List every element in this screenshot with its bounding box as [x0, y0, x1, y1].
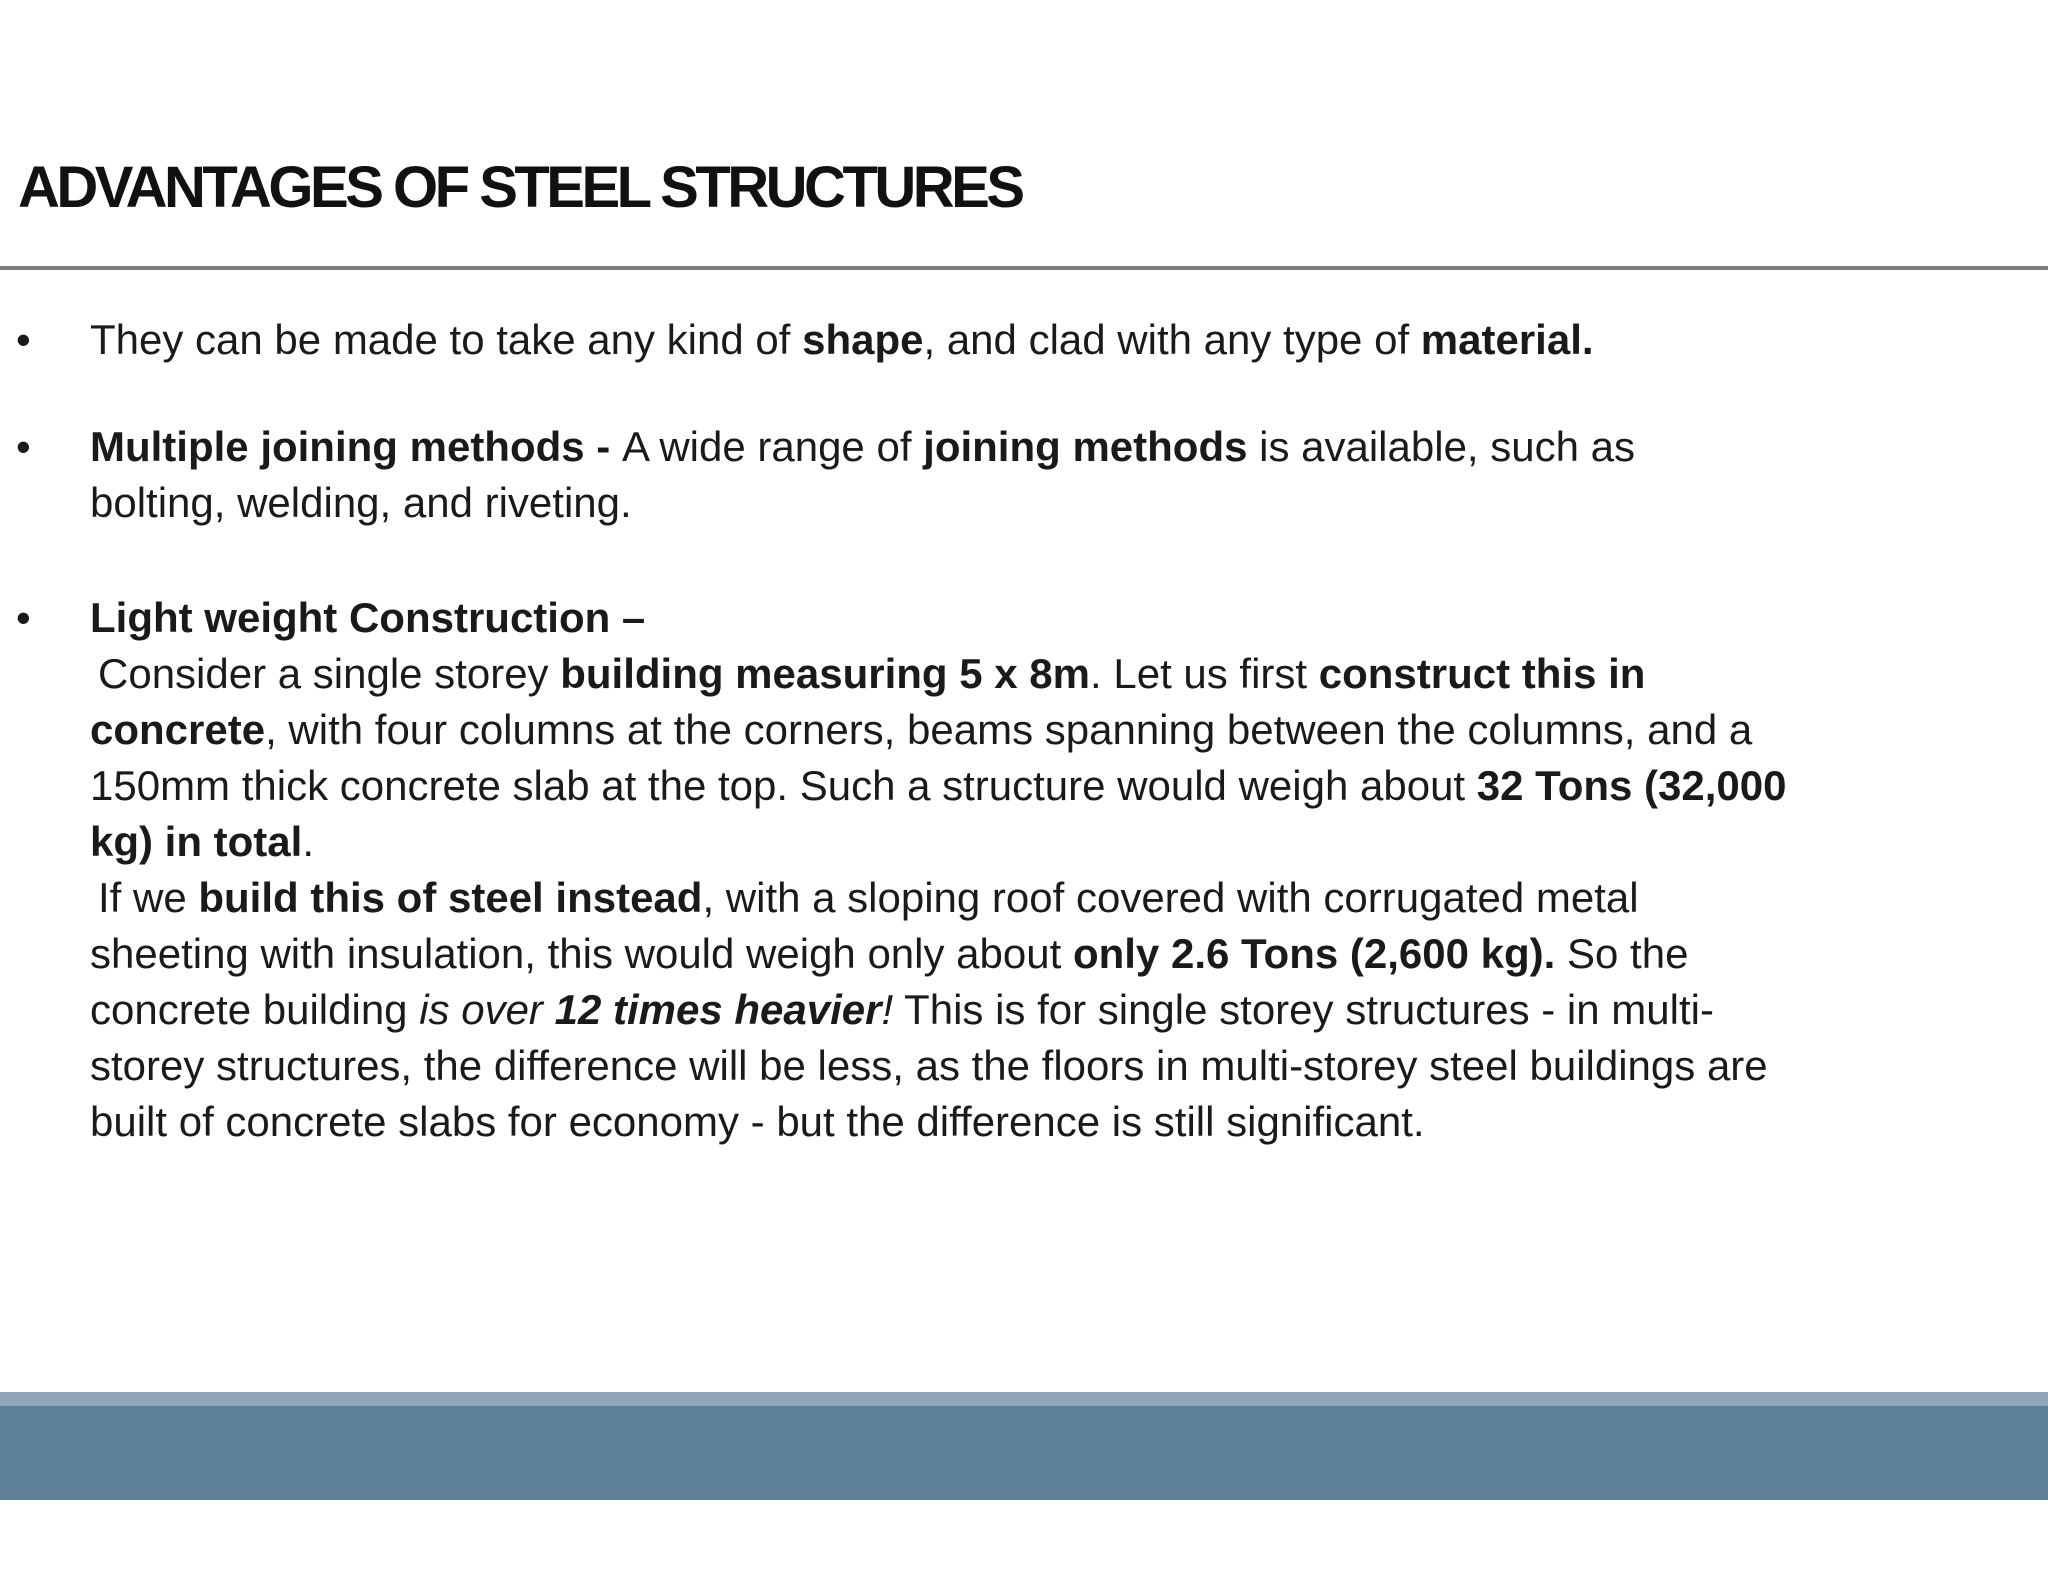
bullet-marker: •	[16, 423, 31, 470]
text-line	[90, 814, 2000, 870]
text-run: If we	[98, 874, 199, 921]
footer-accent-strip	[0, 1392, 2048, 1406]
bold-run: build this of steel instead	[198, 874, 703, 921]
bold-run: Multiple joining methods -	[90, 423, 622, 470]
bold-run: joining methods	[923, 423, 1248, 470]
italic-run: !	[881, 986, 894, 1033]
text-line	[90, 646, 2000, 702]
text-run: built of concrete slabs for economy - but the difference is still significant.	[90, 1098, 1425, 1145]
text-run: A wide range of	[621, 423, 924, 470]
text-line	[90, 1038, 2000, 1094]
text-run: concrete building	[90, 986, 420, 1033]
text-line	[90, 419, 2000, 475]
bold-run: material.	[1420, 316, 1594, 363]
bullet-marker: •	[16, 594, 31, 641]
text-line	[90, 758, 2000, 814]
text-line	[90, 926, 2000, 982]
text-run: 150mm thick concrete slab at the top. Such a structure would weigh about	[90, 762, 1477, 809]
text-line	[90, 1094, 2000, 1150]
text-run: , with four columns at the corners, beams spanning between the columns, and a	[265, 706, 1753, 753]
bold-run: building measuring 5 x 8m	[560, 650, 1091, 697]
text-run: They can be made to take any kind of	[90, 316, 803, 363]
text-run: bolting, welding, and riveting.	[90, 479, 632, 526]
bold-run: construct this in	[1318, 650, 1646, 697]
text-run: This is for single storey structures - in multi-	[893, 986, 1714, 1033]
text-run: sheeting with insulation, this would weigh only about	[90, 930, 1073, 977]
footer-band	[0, 1406, 2048, 1500]
text-run: , and clad with any type of	[923, 316, 1421, 363]
text-run: , with a sloping roof covered with corrugated metal	[702, 874, 1639, 921]
text-run: storey structures, the difference will be less, as the floors in multi-storey steel buildings are	[90, 1042, 1768, 1089]
bullet-heading: Light weight Construction –	[90, 594, 646, 641]
bold-run: 32 Tons (32,000	[1476, 762, 1787, 809]
bold-italic-run: 12 times heavier	[554, 986, 882, 1033]
bold-run: kg) in total	[90, 818, 303, 865]
text-run: is available, such as	[1247, 423, 1636, 470]
bullet-text	[90, 590, 2000, 1150]
bullet-marker: •	[16, 316, 31, 363]
text-run: . Let us first	[1090, 650, 1319, 697]
text-run: So the	[1555, 930, 1689, 977]
text-line	[90, 982, 2000, 1038]
bold-run: shape	[802, 316, 924, 363]
text-run: Consider a single storey	[98, 650, 561, 697]
bullet-text	[90, 312, 2000, 368]
text-line	[90, 475, 2000, 531]
bold-run: only 2.6 Tons (2,600 kg).	[1072, 930, 1556, 977]
bold-run: concrete	[90, 706, 266, 753]
bullet-text	[90, 419, 2000, 531]
slide-title: ADVANTAGES OF STEEL STRUCTURES	[18, 155, 1022, 220]
italic-run: is over	[419, 986, 555, 1033]
text-run: .	[302, 818, 314, 865]
text-line	[90, 702, 2000, 758]
text-line	[90, 870, 2000, 926]
text-line	[90, 312, 2000, 368]
title-divider	[0, 266, 2048, 270]
